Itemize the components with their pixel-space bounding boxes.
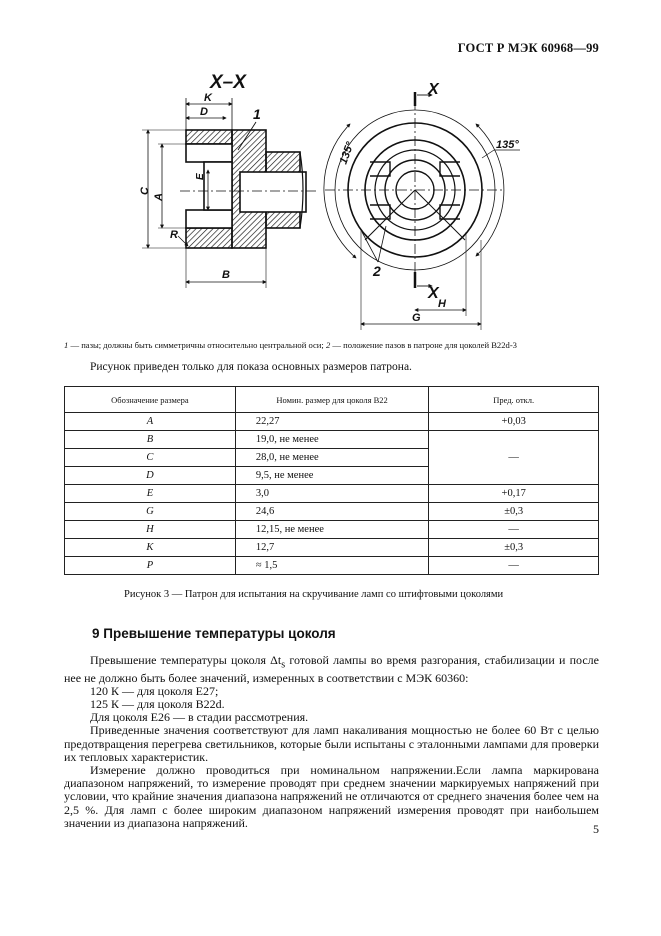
table-cell: C (65, 449, 236, 467)
figure-legend: 1 — пазы; должны быть симметричны относительно центральной оси; 2 — положение пазов в патроне для цоколей В22d-3 (64, 340, 517, 350)
label-x-top: X (428, 81, 439, 98)
table-header: Номин. размер для цоколя В22 (235, 387, 429, 413)
label-2: 2 (373, 263, 381, 279)
list-item: 125 К — для цоколя В22d. (90, 697, 225, 711)
front-view (325, 100, 505, 280)
label-x-bottom: X (428, 285, 439, 302)
label-a: A (153, 193, 165, 201)
list-item: 120 К — для цоколя Е27; (90, 683, 219, 698)
table-header: Обозначение размера (65, 387, 236, 413)
label-h: H (438, 298, 446, 310)
table-row (65, 485, 599, 503)
table-cell: +0,03 (429, 413, 599, 431)
table-cell: A (65, 413, 236, 431)
label-g: G (412, 312, 421, 324)
label-e: E (195, 173, 206, 180)
table-cell: 9,5, не менее (235, 467, 429, 485)
label-r: R (170, 229, 178, 241)
paragraph: Приведенные значения соответствуют для ламп накаливания мощностью не более 60 Вт с целью предотвращения перегрева светильников, которые были испытаны с эталонными лампами для проверки их тепловых характеристик. (64, 723, 599, 764)
table-cell: G (65, 503, 236, 521)
table-cell: — (429, 557, 599, 575)
table-cell: ≈ 1,5 (235, 557, 429, 575)
label-angle-right: 135° (496, 139, 519, 151)
paragraph: Превышение температуры цоколя $\Delta t_s$ готовой лампы во время разгорания, стабилизации и после нее не должно быть более значений, измеренных в соответствии с МЭК 60360: (64, 653, 599, 685)
lampholder-technical-drawing (0, 0, 661, 340)
table-row (65, 431, 599, 449)
table-cell: +0,17 (429, 485, 599, 503)
table-cell: P (65, 557, 236, 575)
document-header: ГОСТ Р МЭК 60968—99 (457, 41, 599, 55)
paragraph: Измерение должно проводиться при номинальном напряжении.Если лампа маркирована диапазоном напряжений, то измерение проводят при среднем значении маркируемых напряжений при условии, что крайние значения диапазона напряжений не отличаются от среднего значения более чем на 2,5 %. Для ламп с более широким диапазоном напряжений измерения проводят при наибольшем значении из диапазона напряжений. (64, 763, 599, 830)
table-row (65, 557, 599, 575)
label-k: K (204, 92, 212, 104)
table-cell: 28,0, не менее (235, 449, 429, 467)
list-item: Для цоколя Е26 — в стадии рассмотрения. (90, 710, 309, 725)
table-cell: E (65, 485, 236, 503)
figure-note: Рисунок приведен только для показа основных размеров патрона. (90, 361, 412, 373)
table-cell: B (65, 431, 236, 449)
page-number: 5 (593, 822, 599, 836)
table-row (65, 539, 599, 557)
table-cell: K (65, 539, 236, 557)
table-header-row (65, 387, 599, 413)
table-cell: H (65, 521, 236, 539)
table-cell: 19,0, не менее (235, 431, 429, 449)
table-cell: 24,6 (235, 503, 429, 521)
dimensions-table (64, 386, 599, 575)
table-header: Пред. откл. (429, 387, 599, 413)
label-c: C (139, 187, 151, 195)
table-cell: 12,7 (235, 539, 429, 557)
section-body (64, 654, 599, 830)
label-angle-left: 135° (337, 140, 357, 166)
table-row (65, 521, 599, 539)
label-1: 1 (253, 106, 261, 122)
table-cell: D (65, 467, 236, 485)
section-title: 9 Превышение температуры цоколя (92, 626, 336, 641)
table-row (65, 413, 599, 431)
table-row (65, 503, 599, 521)
table-cell: 22,27 (235, 413, 429, 431)
section-body (186, 130, 306, 248)
label-b: B (222, 269, 230, 281)
table-cell: 3,0 (235, 485, 429, 503)
table-cell: — (429, 431, 599, 485)
figure-caption: Рисунок 3 — Патрон для испытания на скручивание ламп со штифтовыми цоколями (124, 589, 504, 600)
table-cell: ±0,3 (429, 503, 599, 521)
table-cell: 12,15, не менее (235, 521, 429, 539)
label-d: D (200, 106, 208, 118)
table-cell: — (429, 521, 599, 539)
table-cell: ±0,3 (429, 539, 599, 557)
section-label: X–X (210, 72, 246, 93)
